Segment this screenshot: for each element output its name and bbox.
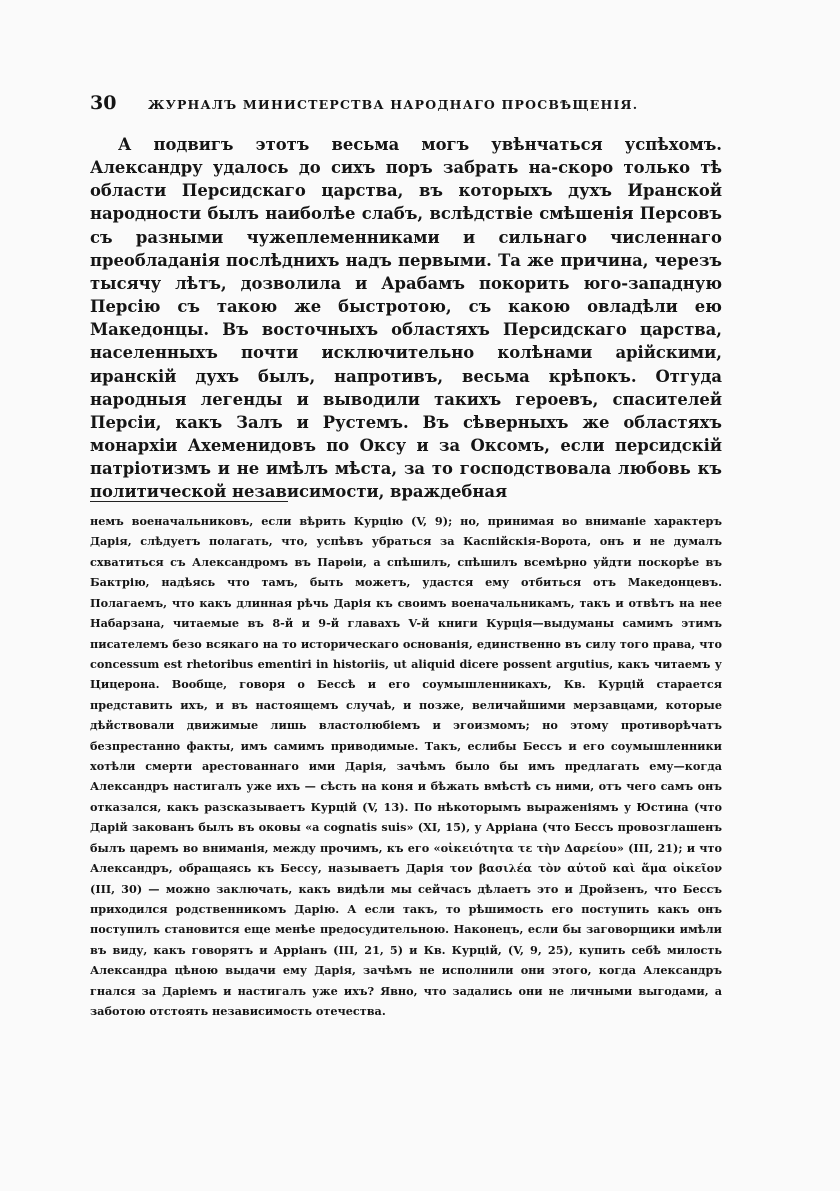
footnote-text: немъ военачальниковъ, если вѣрить Курцію (V, 9); но, принимая во вниманіе характеръ Дарія, слѣдуетъ полагать, что, успѣвъ убраться за Каспійскія-Ворота, онъ и не думалъ схватиться съ Александромъ въ Парѳіи, а спѣшилъ, спѣшилъ всемѣрно уйдти поскорѣе въ Бактрію, надѣясь что тамъ, быть можетъ, удастся ему отбиться отъ Македонцевъ. Полагаемъ, что какъ длинная рѣчь Дарія къ своимъ военачальникамъ, такъ и отвѣтъ на нее Набарзана, читаемые въ 8-й и 9-й главахъ V-й книги Курція—выдуманы самимъ этимъ писателемъ безо всякаго на то историческаго основанія, единственно въ силу того права, что concessum est rhetoribus ementiri in historiis, ut aliquid dicere possent argutius, какъ читаемъ у Цицерона. Вообще, говоря о Бессѣ и его соумышленникахъ, Кв. Курцій старается представить ихъ, и въ настоящемъ случаѣ, и позже, величайшими мерзавцами, которые дѣйствовали движимые лишь властолюбіемъ и эгоизмомъ; но этому противорѣчатъ безпрестанно факты, имъ самимъ приводимые. Такъ, еслибы Бессъ и его соумышленники хотѣли смерти арестованнаго ими Дарія, зачѣмъ было бы имъ предлагать ему—когда Александръ настигалъ уже ихъ — сѣсть на коня и бѣжать вмѣстѣ съ ними, отъ чего самъ онъ отказался, какъ разсказываетъ Курцій (V, 13). По нѣкоторымъ выраженіямъ у Юстина (что Дарій закованъ былъ въ оковы «a cognatis suis» (XI, 15), у Арріана (что Бессъ провозглашенъ былъ царемъ во вниманія, между прочимъ, къ его «οἰκειότητα τε τὴν Δαρείου» (III, 21); и что Александръ, обращаясь къ Бессу, называетъ Дарія τον βασιλέα τὸν αὑτοῦ καὶ ἅμα οἰκεῖον (III, 30) — можно заключать, какъ видѣли мы сейчасъ дѣлаетъ это и Дройзенъ, что Бессъ приходился родственникомъ Дарію. А если такъ, то рѣшимость его поступить какъ онъ поступилъ становится еще менѣе предосудительною. Наконецъ, если бы заговорщики имѣли въ виду, какъ говорятъ и Арріанъ (III, 21, 5) и Кв. Курцій, (V, 9, 25), купить себѣ милость Александра цѣною выдачи ему Дарія, зачѣмъ не исполнили они этого, когда Александръ гнался за Даріемъ и настигалъ уже ихъ? Явно, что задались они не личными выгодами, а заботою отстоять независимость отечества. xyxy=(90,514,722,1019)
page-number: 30 xyxy=(90,92,117,114)
running-title: ЖУРНАЛЪ МИНИСТЕРСТВА НАРОДНАГО ПРОСВѢЩЕНІЯ. xyxy=(148,97,639,112)
footnote-separator xyxy=(90,501,288,502)
page-header xyxy=(90,92,724,114)
body-paragraph: А подвигъ этотъ весьма могъ увѣнчаться успѣхомъ. Александру удалось до сихъ поръ забрать на-скоро только тѣ области Персидскаго царства, въ которыхъ духъ Иранской народности былъ наиболѣе слабъ, вслѣдствіе смѣшенія Персовъ съ разными чужеплеменниками и сильнаго численнаго преобладанія послѣднихъ надъ первыми. Та же причина, черезъ тысячу лѣтъ, дозволила и Арабамъ покорить юго-западную Персію съ такою же быстротою, съ какою овладѣли ею Македонцы. Въ восточныхъ областяхъ Персидскаго царства, населенныхъ почти исключительно колѣнами арійскими, иранскій духъ былъ, напротивъ, весьма крѣпокъ. Отгуда народныя легенды и выводили такихъ героевъ, спасителей Персіи, какъ Залъ и Рустемъ. Въ сѣверныхъ же областяхъ монархіи Ахеменидовъ по Оксу и за Оксомъ, если персидскій патріотизмъ и не имѣлъ мѣста, за то господствовала любовь къ политической независимости, враждебная xyxy=(90,135,722,502)
